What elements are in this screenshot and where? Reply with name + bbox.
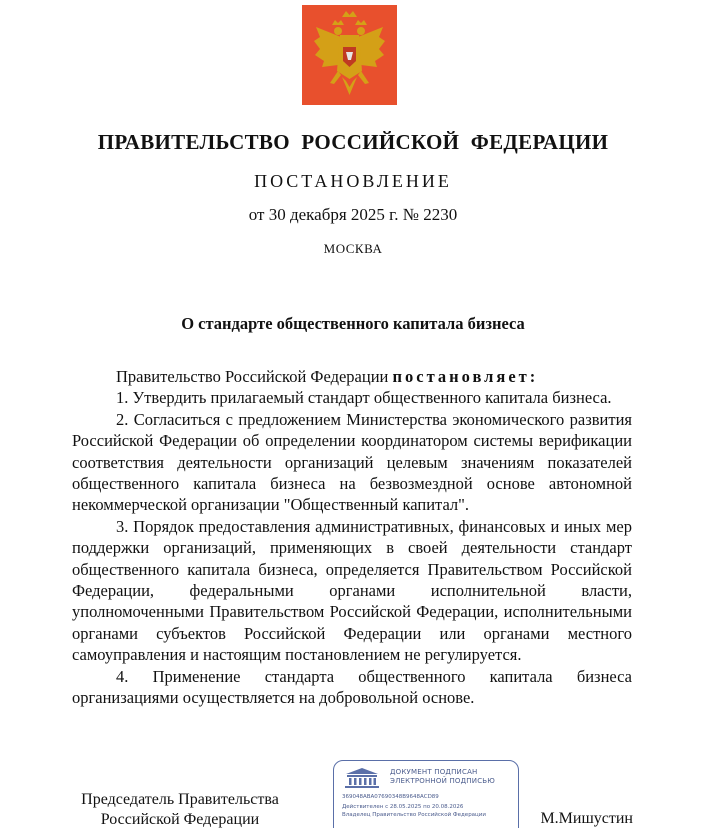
document-type: ПОСТАНОВЛЕНИЕ xyxy=(254,171,452,191)
document-body xyxy=(72,366,632,709)
electronic-signature-stamp xyxy=(333,760,519,828)
document-city: МОСКВА xyxy=(323,241,383,256)
document-title: О стандарте общественного капитала бизнеса xyxy=(181,314,525,333)
decrees-word: постановляет: xyxy=(392,367,539,386)
state-emblem xyxy=(302,5,397,105)
paragraph-3: 3. Порядок предоставления административных, финансовых и иных мер поддержки организаций, применяющих в своей деятельности стандарт общественного капитала бизнеса, определяется Правительством Российской Федерации, федеральными органами исполнительной власти, уполномоченными Правительством Российской Федерации, исполнительными органами субъектов Российской Федерации или органами местного самоуправления и настоящим постановлением не регулируется. xyxy=(72,516,632,665)
coat-of-arms-icon xyxy=(302,5,397,105)
stamp-owner: Владелец Правительство Российской Федерации xyxy=(342,812,486,818)
paragraph-2: 2. Согласиться с предложением Министерства экономического развития Российской Федерации об определении координатором системы верификации соответствия деятельности организаций целевым значениям показателей общественного капитала бизнеса на безвозмездной основе автономной некоммерческой организации "Общественный капитал". xyxy=(72,409,632,515)
signatory-name: М.Мишустин xyxy=(540,810,633,827)
paragraph-1: 1. Утвердить прилагаемый стандарт общественного капитала бизнеса. xyxy=(116,388,612,408)
stamp-validity: Действителен с 28.05.2025 по 20.08.2026 xyxy=(342,804,464,810)
government-building-icon xyxy=(342,767,382,789)
government-title: ПРАВИТЕЛЬСТВО РОССИЙСКОЙ ФЕДЕРАЦИИ xyxy=(97,130,609,154)
document-date-number: от 30 декабря 2025 г. № 2230 xyxy=(248,205,458,224)
paragraph-4: 4. Применение стандарта общественного капитала бизнеса организациями осуществляется на добровольной основе. xyxy=(72,666,632,708)
stamp-heading-line-1: ДОКУМЕНТ ПОДПИСАН xyxy=(390,768,478,776)
signatory-title-line-1: Председатель Правительства xyxy=(81,791,279,808)
intro-text: Правительство Российской Федерации xyxy=(116,367,393,386)
intro-paragraph xyxy=(72,366,632,387)
stamp-certificate-number: 369048ABA07690348B9648ACD89 xyxy=(342,794,439,800)
signatory-title xyxy=(60,790,300,828)
stamp-heading-line-2: ЭЛЕКТРОННОЙ ПОДПИСЬЮ xyxy=(390,777,496,785)
signatory-title-line-2: Российской Федерации xyxy=(100,811,260,828)
